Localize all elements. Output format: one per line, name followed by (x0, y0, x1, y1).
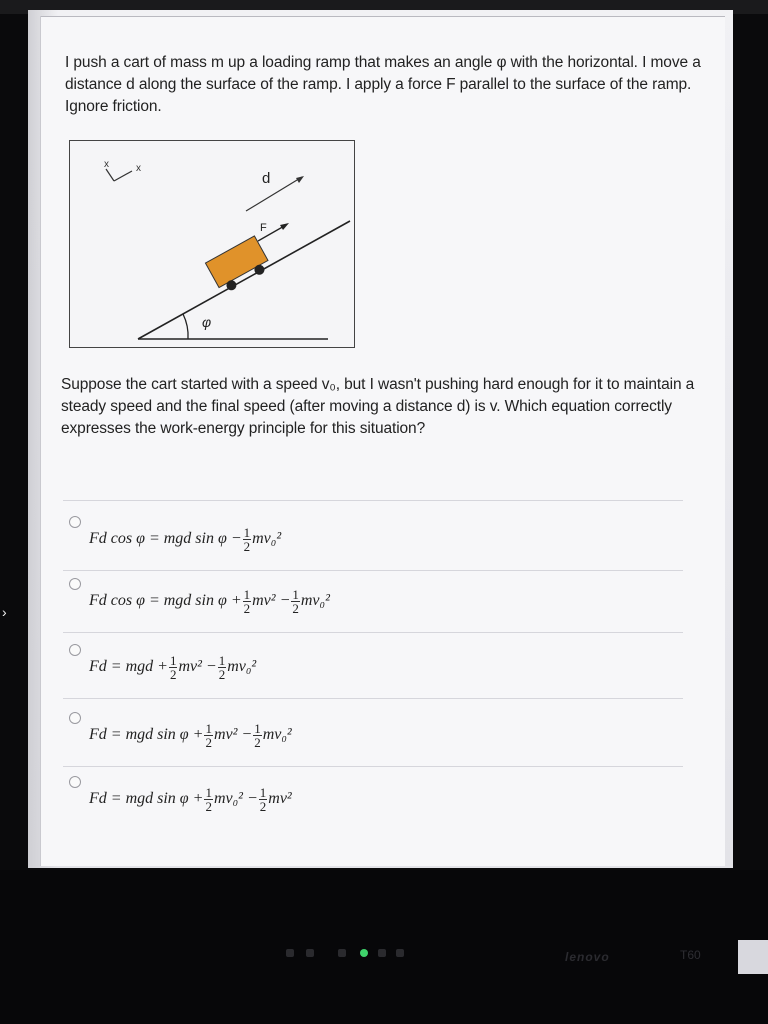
fraction-denominator: 2 (254, 735, 261, 750)
page-edge-arrow-icon: › (2, 604, 7, 620)
ramp-diagram (70, 141, 354, 347)
option-operator: + (230, 592, 242, 610)
fraction-denominator: 2 (218, 667, 226, 682)
answer-option-2[interactable] (89, 588, 330, 615)
options-separator-0 (63, 500, 683, 501)
options-separator (63, 698, 683, 699)
option-radio[interactable] (69, 516, 81, 528)
fraction-denominator: 2 (243, 601, 251, 616)
force-label: F (260, 222, 267, 234)
option-lhs: Fd cos φ (89, 530, 145, 548)
option-term-a: mgd sin φ (125, 726, 189, 744)
cart-body (205, 236, 268, 288)
fraction-half (291, 588, 300, 615)
distance-arrowhead (296, 176, 304, 183)
option-term-a: mgd sin φ (163, 592, 227, 610)
equals-sign: = (110, 726, 122, 744)
fraction-denominator: 2 (243, 539, 251, 554)
axis-line-2 (114, 171, 132, 181)
option-term-ke: mv₀² (213, 790, 243, 808)
axis-label-x2: x (136, 163, 141, 174)
answer-option-4[interactable] (89, 722, 292, 749)
option-operator: + (157, 658, 168, 676)
fraction-numerator: 1 (169, 653, 177, 668)
option-lhs: Fd (89, 726, 107, 744)
laptop-bezel-bottom (0, 870, 768, 1024)
option-radio[interactable] (69, 644, 81, 656)
equals-sign: = (148, 530, 160, 548)
equals-sign: = (148, 592, 160, 610)
cart (205, 236, 272, 296)
option-term-ke: mv₀² (227, 658, 257, 676)
option-term-a: mgd (125, 658, 154, 676)
option-operator: − (279, 592, 291, 610)
fraction-denominator: 2 (205, 735, 212, 750)
fraction-numerator: 1 (254, 721, 261, 736)
equals-sign: = (110, 790, 122, 808)
option-lhs: Fd (89, 790, 107, 808)
option-radio[interactable] (69, 712, 81, 724)
fraction-half (243, 588, 252, 615)
option-term-ke: mv₀² (262, 726, 292, 744)
options-separator (63, 766, 683, 767)
fraction-numerator: 1 (259, 785, 267, 800)
options-separator (63, 570, 683, 571)
card-top-border (41, 16, 725, 17)
desk-object (738, 940, 768, 974)
status-light-icon (306, 949, 314, 957)
option-term-ke: mv² (252, 592, 276, 610)
status-light-icon (286, 949, 294, 957)
fraction-half (259, 786, 268, 813)
battery-light-icon (378, 949, 386, 957)
answer-option-1[interactable] (89, 526, 281, 553)
option-radio[interactable] (69, 578, 81, 590)
option-term-ke: mv₀² (252, 530, 282, 548)
power-led-icon (360, 949, 368, 957)
fraction-half (204, 786, 213, 813)
fraction-half (243, 526, 252, 553)
fraction-denominator: 2 (169, 667, 177, 682)
option-term-a: mgd sin φ (163, 530, 227, 548)
answer-option-3[interactable] (89, 654, 256, 681)
option-term-ke: mv² (178, 658, 202, 676)
fraction-denominator: 2 (205, 799, 212, 814)
axis-label-x: x (104, 159, 109, 170)
question-prompt: Suppose the cart started with a speed v₀, but I wasn't pushing hard enough for it to maintain a steady speed and the final speed (after moving a distance d) is v. Which equation correctly expresses the work-energy principle for this situation? (61, 376, 695, 437)
option-term-ke: mv₀² (300, 592, 330, 610)
option-operator: + (192, 790, 204, 808)
laptop-screen (28, 10, 733, 868)
fraction-numerator: 1 (292, 587, 299, 602)
laptop-brand-logo: lenovo (565, 950, 610, 964)
status-light-icon (338, 949, 346, 957)
option-lhs: Fd (89, 658, 107, 676)
option-term-a: mgd sin φ (125, 790, 189, 808)
fraction-numerator: 1 (218, 653, 226, 668)
option-radio[interactable] (69, 776, 81, 788)
ramp-surface (138, 221, 350, 339)
option-lhs: Fd cos φ (89, 592, 145, 610)
distance-arrow (246, 177, 302, 211)
option-term-ke: mv² (213, 726, 238, 744)
option-term-ke: mv² (268, 790, 292, 808)
hdd-light-icon (396, 949, 404, 957)
question-intro: I push a cart of mass m up a loading ramp that makes an angle φ with the horizontal. I move a distance d along the surface of the ramp. I apply a force F parallel to the surface of the ramp. Ignore friction. (65, 54, 701, 115)
option-operator: − (246, 790, 258, 808)
force-arrowhead (280, 223, 289, 230)
question-card (40, 16, 725, 866)
ramp-figure (69, 140, 355, 348)
option-operator: − (205, 658, 217, 676)
fraction-half (253, 722, 262, 749)
answer-option-5[interactable] (89, 786, 292, 813)
fraction-denominator: 2 (292, 601, 299, 616)
fraction-numerator: 1 (243, 525, 251, 540)
fraction-numerator: 1 (205, 785, 212, 800)
fraction-numerator: 1 (243, 587, 251, 602)
fraction-numerator: 1 (205, 721, 212, 736)
distance-label: d (262, 170, 271, 187)
axis-line-1 (106, 169, 114, 181)
option-operator: − (230, 530, 242, 548)
fraction-half (169, 654, 178, 681)
option-operator: − (241, 726, 253, 744)
angle-arc (183, 314, 188, 339)
equals-sign: = (110, 658, 122, 676)
option-operator: + (192, 726, 204, 744)
options-separator (63, 632, 683, 633)
fraction-denominator: 2 (259, 799, 267, 814)
angle-label: φ (202, 314, 212, 330)
fraction-half (204, 722, 213, 749)
fraction-half (218, 654, 227, 681)
laptop-model-label: T60 (680, 948, 701, 962)
